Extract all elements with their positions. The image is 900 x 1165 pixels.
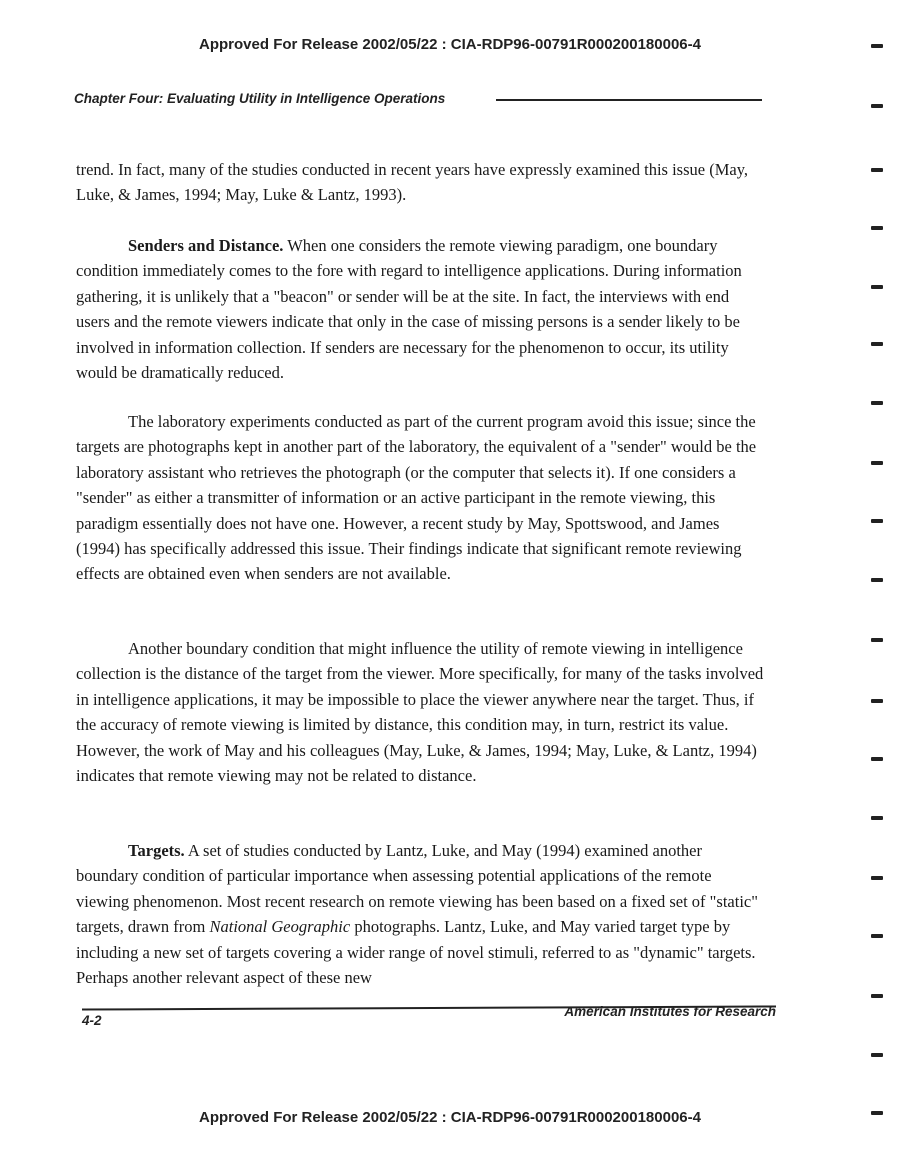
scan-edge-mark bbox=[871, 285, 883, 289]
paragraph-3 bbox=[76, 409, 766, 587]
paragraph-2 bbox=[76, 233, 766, 385]
scan-edge-mark bbox=[871, 757, 883, 761]
chapter-title: Chapter Four: Evaluating Utility in Intelligence Operations bbox=[74, 91, 446, 106]
paragraph-5 bbox=[76, 838, 766, 990]
scan-edge-mark bbox=[871, 168, 883, 172]
scan-edge-mark bbox=[871, 461, 883, 465]
release-stamp-bottom: Approved For Release 2002/05/22 : CIA-RDP96-00791R000200180006-4 bbox=[199, 1109, 701, 1126]
paragraph-3-text: The laboratory experiments conducted as part of the current program avoid this issue; since the targets are photographs kept in another part of the laboratory, the equivalent of a "sender" would be the laboratory assistant who retrieves the photograph (or the computer that selects it). If one considers a "sender" as either a transmitter of information or an active participant in the remote viewing, this paradigm essentially does not have one. However, a recent study by May, Spottswood, and James (1994) has specifically addressed this issue. Their findings indicate that significant remote reviewing effects are obtained even when senders are not available. bbox=[76, 412, 757, 584]
section-heading-senders: Senders and Distance. bbox=[128, 236, 284, 255]
footer-organization: American Institutes for Research bbox=[564, 1004, 776, 1019]
chapter-title-rule bbox=[496, 99, 762, 101]
section-heading-targets: Targets. bbox=[128, 841, 185, 860]
scan-edge-mark bbox=[871, 816, 883, 820]
scan-edge-mark bbox=[871, 104, 883, 108]
release-stamp-top: Approved For Release 2002/05/22 : CIA-RDP96-00791R000200180006-4 bbox=[199, 36, 701, 53]
scan-edge-mark bbox=[871, 934, 883, 938]
scan-edge-mark bbox=[871, 876, 883, 880]
scan-edge-mark bbox=[871, 44, 883, 48]
scan-edge-mark bbox=[871, 342, 883, 346]
scan-edge-mark bbox=[871, 638, 883, 642]
paragraph-1 bbox=[76, 157, 766, 208]
scan-edge-mark bbox=[871, 578, 883, 582]
scan-edge-mark bbox=[871, 994, 883, 998]
scan-edge-mark bbox=[871, 519, 883, 523]
scan-edge-mark bbox=[871, 401, 883, 405]
paragraph-5-text-after: photographs. Lantz, Luke, and May varied target type by including a new set of targets covering a wider range of novel stimuli, referred to as "dynamic" targets. Perhaps another relevant aspect of these new bbox=[76, 917, 756, 988]
paragraph-4 bbox=[76, 636, 766, 788]
page-number: 4-2 bbox=[82, 1013, 102, 1028]
scan-edge-mark bbox=[871, 1111, 883, 1115]
paragraph-1-text: trend. In fact, many of the studies conducted in recent years have expressly examined this issue (May, Luke, & James, 1994; May, Luke & Lantz, 1993). bbox=[76, 160, 749, 205]
scan-edge-mark bbox=[871, 699, 883, 703]
paragraph-2-text: When one considers the remote viewing paradigm, one boundary condition immediately comes to the fore with regard to intelligence applications. During information gathering, it is unlikely that a "beacon" or sender will be at the site. In fact, the interviews with end users and the remote viewers indicate that only in the case of missing persons is a sender likely to be involved in information collection. If senders are necessary for the phenomenon to occur, its utility would be dramatically reduced. bbox=[76, 236, 742, 383]
paragraph-5-text-before: A set of studies conducted by Lantz, Luke, and May (1994) examined another boundary condition of particular importance when assessing potential applications of the remote viewing phenomenon. Most recent research on remote viewing has been based on a fixed set of "static" targets, drawn from bbox=[76, 841, 758, 937]
scan-edge-mark bbox=[871, 226, 883, 230]
paragraph-5-italic: National Geographic bbox=[209, 917, 351, 937]
paragraph-4-text: Another boundary condition that might influence the utility of remote viewing in intelligence collection is the distance of the target from the viewer. More specifically, for many of the tasks involved in intelligence applications, it may be impossible to place the viewer anywhere near the target. Thus, if the accuracy of remote viewing is limited by distance, this condition may, in turn, restrict its value. However, the work of May and his colleagues (May, Luke, & James, 1994; May, Luke, & Lantz, 1994) indicates that remote viewing may not be related to distance. bbox=[76, 639, 764, 786]
scan-edge-mark bbox=[871, 1053, 883, 1057]
